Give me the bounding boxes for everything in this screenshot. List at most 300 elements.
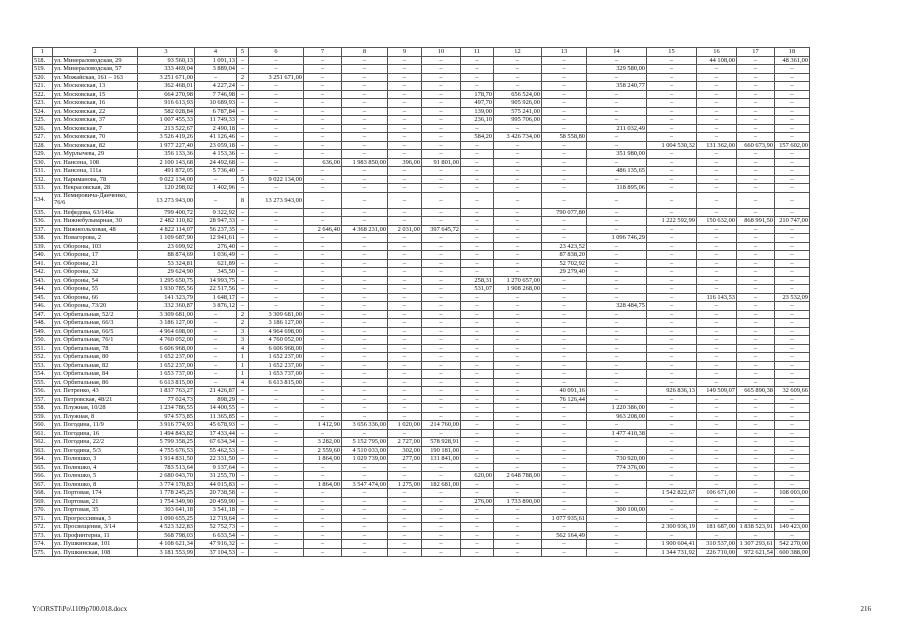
value-cell: –: [388, 150, 422, 159]
value-cell: –: [775, 268, 810, 277]
value-cell: –: [697, 429, 737, 438]
value-cell: –: [249, 293, 304, 302]
value-cell: –: [542, 217, 587, 226]
value-cell: 582 028,84: [138, 107, 195, 116]
value-cell: –: [647, 370, 697, 379]
value-cell: –: [461, 463, 494, 472]
table-row: [33, 293, 810, 302]
value-cell: –: [388, 82, 422, 91]
value-cell: –: [587, 548, 647, 557]
value-cell: –: [461, 150, 494, 159]
value-cell: –: [737, 234, 775, 243]
value-cell: 491 872,05: [138, 167, 195, 176]
address-cell: ул. Портовая, 174: [53, 489, 138, 498]
value-cell: –: [304, 99, 342, 108]
value-cell: –: [775, 150, 810, 159]
value-cell: –: [587, 276, 647, 285]
value-cell: 5 799 358,25: [138, 438, 195, 447]
value-cell: –: [304, 141, 342, 150]
value-cell: –: [237, 234, 249, 243]
value-cell: –: [775, 395, 810, 404]
value-cell: –: [461, 370, 494, 379]
value-cell: –: [494, 251, 542, 260]
value-cell: –: [775, 446, 810, 455]
row-number: 534.: [33, 192, 53, 208]
value-cell: –: [422, 285, 461, 294]
value-cell: –: [461, 548, 494, 557]
address-cell: ул. Московская, 13: [53, 82, 138, 91]
value-cell: –: [697, 514, 737, 523]
value-cell: –: [422, 251, 461, 260]
value-cell: 131 841,00: [422, 455, 461, 464]
value-cell: 6 787,84: [195, 107, 237, 116]
value-cell: –: [304, 65, 342, 74]
value-cell: –: [195, 327, 237, 336]
value-cell: –: [304, 489, 342, 498]
value-cell: –: [542, 404, 587, 413]
value-cell: –: [461, 531, 494, 540]
value-cell: –: [461, 268, 494, 277]
value-cell: –: [304, 353, 342, 362]
value-cell: –: [775, 463, 810, 472]
value-cell: –: [587, 472, 647, 481]
value-cell: –: [342, 56, 388, 65]
value-cell: –: [249, 412, 304, 421]
value-cell: 333 469,04: [138, 65, 195, 74]
value-cell: –: [388, 167, 422, 176]
value-cell: –: [422, 404, 461, 413]
row-number: 523.: [33, 99, 53, 108]
value-cell: –: [304, 378, 342, 387]
value-cell: –: [249, 158, 304, 167]
value-cell: 22 517,56: [195, 285, 237, 294]
value-cell: –: [304, 150, 342, 159]
value-cell: –: [388, 327, 422, 336]
value-cell: –: [775, 158, 810, 167]
value-cell: –: [587, 208, 647, 217]
row-number: 520.: [33, 73, 53, 82]
value-cell: 6 606 968,00: [249, 344, 304, 353]
address-cell: ул. Обороны, 55: [53, 285, 138, 294]
value-cell: –: [461, 446, 494, 455]
value-cell: –: [647, 73, 697, 82]
value-cell: 44 108,00: [697, 56, 737, 65]
value-cell: –: [461, 412, 494, 421]
value-cell: 23 532,09: [775, 293, 810, 302]
value-cell: –: [388, 242, 422, 251]
value-cell: –: [388, 251, 422, 260]
value-cell: 4 227,24: [195, 82, 237, 91]
row-number: 535.: [33, 208, 53, 217]
value-cell: –: [461, 310, 494, 319]
value-cell: –: [542, 99, 587, 108]
value-cell: –: [737, 251, 775, 260]
value-cell: –: [461, 217, 494, 226]
value-cell: 4 153,36: [195, 150, 237, 159]
value-cell: –: [461, 480, 494, 489]
value-cell: –: [388, 361, 422, 370]
value-cell: –: [737, 327, 775, 336]
value-cell: 4 760 052,00: [249, 336, 304, 345]
value-cell: 120 298,02: [138, 184, 195, 193]
value-cell: –: [697, 421, 737, 430]
value-cell: 149 423,00: [775, 523, 810, 532]
data-table: [32, 47, 810, 557]
row-number: 548.: [33, 319, 53, 328]
value-cell: –: [647, 336, 697, 345]
address-cell: ул. Обороны, 21: [53, 259, 138, 268]
value-cell: –: [342, 150, 388, 159]
value-cell: –: [461, 344, 494, 353]
value-cell: 774 376,00: [587, 463, 647, 472]
value-cell: –: [587, 99, 647, 108]
value-cell: –: [697, 336, 737, 345]
value-cell: 790 077,80: [542, 208, 587, 217]
value-cell: –: [542, 327, 587, 336]
address-cell: ул. Нижнеольховая, 48: [53, 225, 138, 234]
row-number: 551.: [33, 344, 53, 353]
value-cell: –: [494, 124, 542, 133]
value-cell: –: [494, 65, 542, 74]
value-cell: –: [587, 107, 647, 116]
address-cell: ул. Московская, 15: [53, 90, 138, 99]
value-cell: 1 091,13: [195, 56, 237, 65]
value-cell: 4: [237, 344, 249, 353]
table-row: [33, 107, 810, 116]
value-cell: –: [587, 141, 647, 150]
value-cell: –: [422, 463, 461, 472]
value-cell: –: [342, 65, 388, 74]
value-cell: –: [195, 344, 237, 353]
value-cell: –: [647, 514, 697, 523]
value-cell: –: [388, 73, 422, 82]
value-cell: –: [494, 378, 542, 387]
value-cell: –: [587, 175, 647, 184]
value-cell: –: [249, 276, 304, 285]
value-cell: –: [697, 225, 737, 234]
row-number: 574.: [33, 540, 53, 549]
value-cell: –: [737, 90, 775, 99]
value-cell: –: [342, 404, 388, 413]
value-cell: 2: [237, 73, 249, 82]
column-header: 11: [461, 48, 494, 57]
value-cell: 396,00: [388, 158, 422, 167]
value-cell: –: [494, 208, 542, 217]
value-cell: 620,00: [461, 472, 494, 481]
value-cell: –: [737, 489, 775, 498]
row-number: 561.: [33, 429, 53, 438]
value-cell: –: [775, 107, 810, 116]
value-cell: –: [737, 73, 775, 82]
value-cell: –: [494, 167, 542, 176]
value-cell: –: [775, 438, 810, 447]
value-cell: –: [422, 395, 461, 404]
value-cell: –: [388, 184, 422, 193]
value-cell: 3 656 336,00: [342, 421, 388, 430]
address-cell: ул. Минераловодская, 29: [53, 56, 138, 65]
value-cell: –: [587, 192, 647, 208]
document-sheet: [32, 47, 810, 557]
column-header: 17: [737, 48, 775, 57]
value-cell: 37 104,53: [195, 548, 237, 557]
value-cell: –: [304, 523, 342, 532]
value-cell: –: [388, 497, 422, 506]
value-cell: –: [461, 141, 494, 150]
value-cell: –: [249, 217, 304, 226]
value-cell: –: [422, 73, 461, 82]
table-row: [33, 327, 810, 336]
value-cell: –: [461, 429, 494, 438]
value-cell: 1 020,00: [388, 421, 422, 430]
value-cell: –: [494, 429, 542, 438]
value-cell: –: [647, 404, 697, 413]
address-cell: ул. Орбитальная, 78: [53, 344, 138, 353]
value-cell: 108 003,00: [775, 489, 810, 498]
address-cell: ул. Погодина, 5/3: [53, 446, 138, 455]
value-cell: 2 031,00: [388, 225, 422, 234]
value-cell: 3 889,04: [195, 65, 237, 74]
value-cell: –: [587, 344, 647, 353]
address-cell: ул. Пушкинская, 108: [53, 548, 138, 557]
value-cell: –: [587, 217, 647, 226]
value-cell: 10 689,93: [195, 99, 237, 108]
value-cell: –: [237, 107, 249, 116]
value-cell: 329 580,00: [587, 65, 647, 74]
value-cell: –: [304, 463, 342, 472]
address-cell: ул. Полюшко, 3: [53, 455, 138, 464]
value-cell: 2 300 936,19: [647, 523, 697, 532]
value-cell: –: [775, 506, 810, 515]
value-cell: 1 930 785,56: [138, 285, 195, 294]
address-cell: ул. Можайская, 161 – 163: [53, 73, 138, 82]
table-row: [33, 463, 810, 472]
value-cell: –: [587, 438, 647, 447]
value-cell: –: [494, 259, 542, 268]
row-number: 542.: [33, 268, 53, 277]
value-cell: –: [494, 531, 542, 540]
value-cell: –: [249, 259, 304, 268]
value-cell: –: [737, 429, 775, 438]
row-number: 559.: [33, 412, 53, 421]
value-cell: 1 494 843,82: [138, 429, 195, 438]
value-cell: –: [697, 506, 737, 515]
value-cell: 52 752,73: [195, 523, 237, 532]
value-cell: –: [542, 56, 587, 65]
value-cell: –: [775, 65, 810, 74]
value-cell: –: [737, 82, 775, 91]
row-number: 572.: [33, 523, 53, 532]
value-cell: 1 837 763,27: [138, 387, 195, 396]
value-cell: 1 477 410,38: [587, 429, 647, 438]
value-cell: –: [737, 167, 775, 176]
value-cell: –: [422, 167, 461, 176]
value-cell: –: [775, 124, 810, 133]
address-cell: ул. Орбитальная, 84: [53, 370, 138, 379]
value-cell: –: [237, 259, 249, 268]
value-cell: –: [422, 150, 461, 159]
value-cell: –: [388, 395, 422, 404]
value-cell: –: [647, 455, 697, 464]
value-cell: –: [697, 497, 737, 506]
value-cell: –: [737, 455, 775, 464]
value-cell: –: [422, 141, 461, 150]
value-cell: –: [542, 523, 587, 532]
row-number: 518.: [33, 56, 53, 65]
value-cell: –: [237, 302, 249, 311]
value-cell: 41 126,46: [195, 133, 237, 142]
value-cell: –: [647, 327, 697, 336]
value-cell: –: [342, 336, 388, 345]
page-number: 216: [860, 605, 871, 613]
table-row: [33, 208, 810, 217]
value-cell: 1 652 237,00: [249, 361, 304, 370]
value-cell: 11 749,33: [195, 116, 237, 125]
value-cell: –: [697, 463, 737, 472]
value-cell: –: [422, 268, 461, 277]
value-cell: 12 719,64: [195, 514, 237, 523]
value-cell: –: [237, 285, 249, 294]
address-cell: ул. Минераловодская, 57: [53, 65, 138, 74]
value-cell: –: [422, 56, 461, 65]
value-cell: –: [542, 438, 587, 447]
value-cell: –: [304, 472, 342, 481]
value-cell: –: [737, 65, 775, 74]
row-number: 547.: [33, 310, 53, 319]
value-cell: –: [304, 259, 342, 268]
value-cell: –: [697, 242, 737, 251]
value-cell: –: [587, 531, 647, 540]
value-cell: 4 108 621,34: [138, 540, 195, 549]
value-cell: –: [647, 276, 697, 285]
value-cell: 1: [237, 361, 249, 370]
value-cell: –: [737, 446, 775, 455]
value-cell: –: [587, 285, 647, 294]
value-cell: –: [587, 387, 647, 396]
value-cell: –: [647, 293, 697, 302]
row-number: 553.: [33, 361, 53, 370]
value-cell: –: [647, 472, 697, 481]
table-row: [33, 336, 810, 345]
value-cell: –: [494, 217, 542, 226]
value-cell: 328 484,75: [587, 302, 647, 311]
value-cell: 4 964 698,00: [138, 327, 195, 336]
value-cell: –: [388, 116, 422, 125]
value-cell: –: [342, 99, 388, 108]
value-cell: –: [195, 73, 237, 82]
value-cell: –: [388, 141, 422, 150]
value-cell: –: [542, 225, 587, 234]
value-cell: –: [342, 378, 388, 387]
value-cell: –: [304, 285, 342, 294]
value-cell: –: [697, 480, 737, 489]
value-cell: –: [388, 90, 422, 99]
value-cell: 157 602,00: [775, 141, 810, 150]
value-cell: –: [342, 531, 388, 540]
value-cell: –: [697, 259, 737, 268]
table-row: [33, 531, 810, 540]
value-cell: 302,00: [388, 446, 422, 455]
value-cell: 1 864,00: [304, 455, 342, 464]
value-cell: –: [737, 370, 775, 379]
value-cell: –: [237, 387, 249, 396]
value-cell: –: [304, 506, 342, 515]
row-number: 525.: [33, 116, 53, 125]
value-cell: –: [237, 548, 249, 557]
value-cell: –: [237, 251, 249, 260]
value-cell: 2 646,40: [304, 225, 342, 234]
value-cell: –: [542, 472, 587, 481]
row-number: 538.: [33, 234, 53, 243]
value-cell: 1 004 530,32: [647, 141, 697, 150]
value-cell: –: [388, 310, 422, 319]
value-cell: 3 251 671,00: [249, 73, 304, 82]
value-cell: 11 365,85: [195, 412, 237, 421]
value-cell: –: [494, 319, 542, 328]
value-cell: 47 916,32: [195, 540, 237, 549]
table-row: [33, 90, 810, 99]
value-cell: –: [494, 158, 542, 167]
value-cell: 1 344 731,92: [647, 548, 697, 557]
value-cell: –: [542, 344, 587, 353]
value-cell: –: [249, 133, 304, 142]
value-cell: –: [542, 141, 587, 150]
value-cell: –: [388, 65, 422, 74]
value-cell: 20 459,90: [195, 497, 237, 506]
value-cell: –: [737, 404, 775, 413]
value-cell: –: [647, 82, 697, 91]
value-cell: 497,70: [461, 99, 494, 108]
value-cell: 23 423,52: [542, 242, 587, 251]
value-cell: –: [542, 192, 587, 208]
value-cell: –: [461, 506, 494, 515]
value-cell: –: [587, 158, 647, 167]
value-cell: –: [737, 336, 775, 345]
value-cell: –: [342, 90, 388, 99]
value-cell: –: [542, 455, 587, 464]
value-cell: –: [249, 251, 304, 260]
value-cell: –: [494, 421, 542, 430]
value-cell: –: [647, 158, 697, 167]
row-number: 575.: [33, 548, 53, 557]
value-cell: –: [542, 167, 587, 176]
value-cell: –: [422, 319, 461, 328]
value-cell: 1 864,00: [304, 480, 342, 489]
value-cell: –: [542, 158, 587, 167]
table-row: [33, 344, 810, 353]
value-cell: –: [737, 285, 775, 294]
value-cell: 1 402,96: [195, 184, 237, 193]
value-cell: –: [647, 438, 697, 447]
value-cell: –: [737, 175, 775, 184]
value-cell: –: [388, 175, 422, 184]
address-cell: ул. Обороны, 54: [53, 276, 138, 285]
value-cell: –: [775, 327, 810, 336]
table-row: [33, 302, 810, 311]
value-cell: 963 208,00: [587, 412, 647, 421]
value-cell: –: [494, 387, 542, 396]
value-cell: –: [342, 73, 388, 82]
value-cell: –: [697, 404, 737, 413]
table-row: [33, 353, 810, 362]
value-cell: –: [775, 336, 810, 345]
row-number: 566.: [33, 472, 53, 481]
value-cell: –: [775, 225, 810, 234]
value-cell: –: [304, 208, 342, 217]
row-number: 544.: [33, 285, 53, 294]
value-cell: 345,50: [195, 268, 237, 277]
value-cell: –: [542, 336, 587, 345]
value-cell: –: [342, 319, 388, 328]
